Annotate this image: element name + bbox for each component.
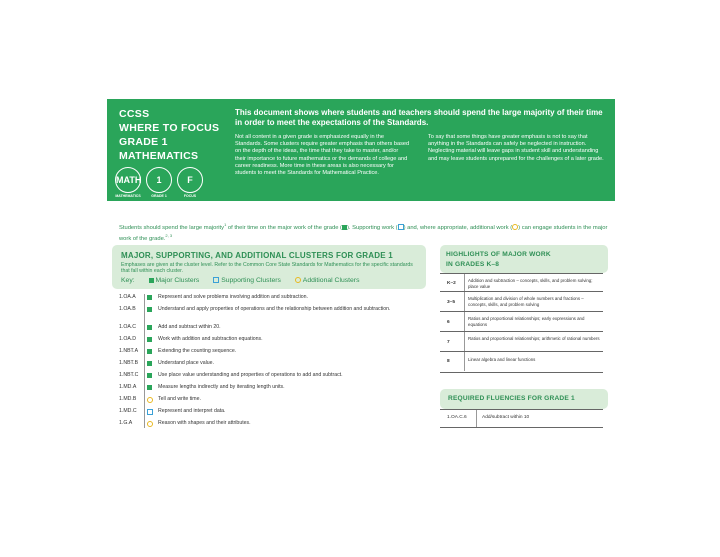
highlights-row <box>440 291 603 312</box>
supporting-square-icon <box>213 277 219 283</box>
key-supporting: Supporting Clusters <box>221 277 281 284</box>
cluster-text: Reason with shapes and their attributes. <box>158 420 251 426</box>
highlights-heading: HIGHLIGHTS OF MAJOR WORK IN GRADES K–8 <box>446 251 551 268</box>
major-square-icon <box>147 349 152 354</box>
desc-cell: Ratios and proportional relationships; arithmetic of rational numbers <box>468 336 600 341</box>
cluster-text: Work with addition and subtraction equations. <box>158 336 263 342</box>
cluster-code: 1.OA.C <box>119 324 137 330</box>
title-line: WHERE TO FOCUS <box>119 122 220 134</box>
cluster-text: Add and subtract within 20. <box>158 324 221 330</box>
major-square-icon <box>147 361 152 366</box>
clusters-subtext: Emphases are given at the cluster level. Refer to the Common Core State Standards for Mathematics for the specific standards that fall within each cluster. <box>121 262 413 275</box>
header-banner <box>107 99 615 201</box>
grade-cell: 3–5 <box>447 300 456 305</box>
key-additional: Additional Clusters <box>302 277 360 284</box>
cluster-code: 1.OA.A <box>119 294 136 300</box>
grade-badge-caption: GRADE 1 <box>151 194 167 198</box>
major-square-icon <box>149 278 154 283</box>
cluster-code: 1.MD.C <box>119 408 137 414</box>
major-square-icon <box>147 337 152 342</box>
table-divider <box>476 410 477 427</box>
highlights-row <box>440 351 603 373</box>
clusters-header <box>112 245 426 289</box>
cluster-text: Measure lengths indirectly and by iterating length units. <box>158 384 285 390</box>
desc-cell: Ratios and proportional relationships; early expressions and equations <box>468 316 585 327</box>
highlights-header <box>440 245 608 273</box>
highlights-row <box>440 311 603 332</box>
intro-text: Students should spend the large majority$^1$ of their time on the major work of the grade ( ). Supporting work ( ) and, where appropriate, additional work ( ) can engage students in the major work of the grade.$^{2, 3}$ <box>119 222 608 242</box>
banner-headline: This document shows where students and teachers should spend the large majority of their time in order to meet the expectations of the Standards. <box>235 108 603 127</box>
additional-circle-icon <box>147 397 153 403</box>
cluster-code: 1.MD.B <box>119 396 137 402</box>
major-square-icon <box>147 295 152 300</box>
grade-cell: K–2 <box>447 281 456 286</box>
cluster-text: Understand place value. <box>158 360 214 366</box>
cluster-code: 1.NBT.C <box>119 372 139 378</box>
highlights-row <box>440 273 603 292</box>
clusters-heading: MAJOR, SUPPORTING, AND ADDITIONAL CLUSTERS FOR GRADE 1 <box>121 251 393 260</box>
desc-cell: Multiplication and division of whole numbers and fractions – concepts, skills, and problem solving <box>468 296 584 307</box>
fluency-row <box>440 409 603 428</box>
math-badge-caption: MATHEMATICS <box>115 194 141 198</box>
major-square-icon <box>147 385 152 390</box>
cluster-text: Represent and interpret data. <box>158 408 226 414</box>
title-line: CCSS <box>119 108 150 120</box>
grade-cell: 6 <box>447 320 450 325</box>
cluster-text: Use place value understanding and properties of operations to add and subtract. <box>158 372 343 378</box>
clusters-key <box>121 277 371 284</box>
highlights-row <box>440 331 603 352</box>
major-square-icon <box>147 307 152 312</box>
fluency-value: Add/subtract within 10 <box>482 415 530 420</box>
major-square-icon <box>147 325 152 330</box>
additional-circle-icon <box>295 277 301 283</box>
banner-paragraph-right: To say that some things have greater emphasis is not to say that anything in the Standards can safely be neglected in instruction. Neglecting material will leave gaps in student skill and understanding and may leave students unprepared for the challenges of a later grade. <box>428 134 604 162</box>
cluster-text: Extending the counting sequence. <box>158 348 237 354</box>
fluency-code: 1.OA.C.6 <box>447 415 467 420</box>
focus-badge-icon: F <box>177 167 203 193</box>
additional-circle-icon <box>147 421 153 427</box>
focus-badge-caption: FOCUS <box>183 194 197 198</box>
banner-paragraph-left: Not all content in a given grade is emphasized equally in the Standards. Some clusters require greater emphasis than others based on the depth of the ideas, the time that they take to master, and/or their importance to future mathematics or the demands of college and career readiness. More time in these areas is also necessary for students to meet the Standards for Mathematical Practice. <box>235 134 410 177</box>
cluster-code: 1.MD.A <box>119 384 137 390</box>
cluster-code: 1.NBT.B <box>119 360 139 366</box>
cluster-code: 1.NBT.A <box>119 348 139 354</box>
major-square-icon <box>147 373 152 378</box>
fluencies-header <box>440 389 608 409</box>
key-label: Key: <box>121 277 135 284</box>
cluster-code: 1.OA.B <box>119 306 136 312</box>
math-badge-icon: MATH <box>115 167 141 193</box>
title-line: GRADE 1 <box>119 136 168 148</box>
document-title <box>119 107 229 163</box>
grade-badge-icon: 1 <box>146 167 172 193</box>
cluster-text: Represent and solve problems involving addition and subtraction. <box>158 294 308 300</box>
supporting-square-icon <box>147 409 153 415</box>
desc-cell: Linear algebra and linear functions <box>468 357 536 362</box>
cluster-text: Tell and write time. <box>158 396 201 402</box>
cluster-code: 1.G.A <box>119 420 133 426</box>
key-major: Major Clusters <box>155 277 200 284</box>
fluencies-heading: REQUIRED FLUENCIES FOR GRADE 1 <box>448 395 575 402</box>
cluster-code: 1.OA.D <box>119 336 137 342</box>
title-line: MATHEMATICS <box>119 150 199 162</box>
cluster-text: Understand and apply properties of operations and the relationship between addition and subtraction. <box>158 306 391 312</box>
grade-cell: 8 <box>447 359 450 364</box>
desc-cell: Addition and subtraction – concepts, skills, and problem solving; place value <box>468 278 593 289</box>
grade-cell: 7 <box>447 340 450 345</box>
